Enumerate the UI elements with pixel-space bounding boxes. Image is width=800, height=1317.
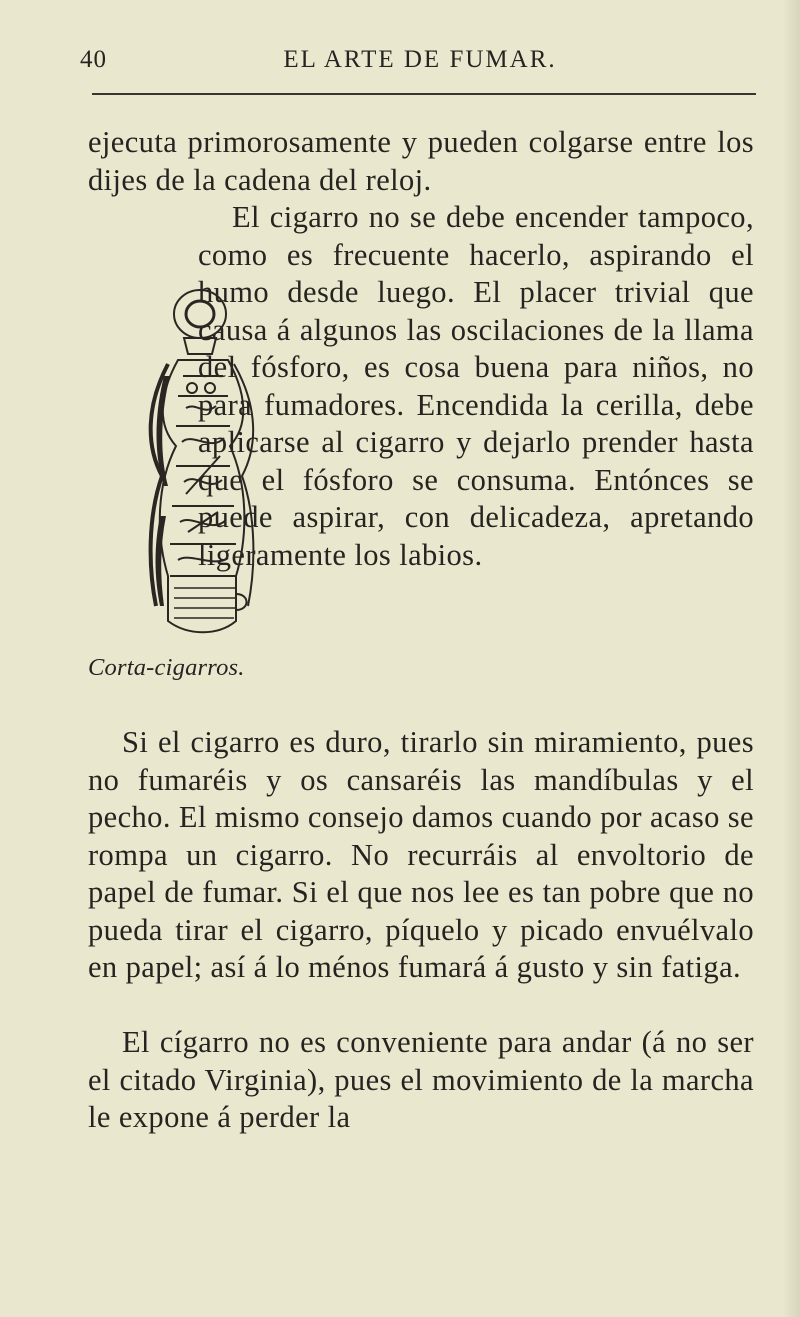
- figure-caption: Corta-cigarros.: [88, 654, 245, 681]
- paragraph-2-text: El cigarro no se debe encender tampoco, como es frecuente hacerlo, aspirando el humo desde luego. El placer trivial que causa á algunos las oscilaciones de la llama del fósforo, es cosa buena para niños, no para fumadores. Encendida la cerilla, debe aplicarse al cigarro y dejarlo prender hasta que el fósforo se consuma. Entónces se puede aspirar, con delicadeza, apretando ligeramente los labios.: [198, 200, 754, 572]
- paragraph-1: ejecuta primorosamente y pueden colgarse entre los dijes de la cadena del reloj.: [88, 125, 754, 197]
- running-title: EL ARTE DE FUMAR.: [283, 46, 557, 73]
- header-rule: [92, 93, 756, 95]
- cigar-cutter-engraving-icon: [138, 276, 268, 650]
- page-number: 40: [80, 46, 107, 73]
- paragraph-3: Si el cigarro es duro, tirarlo sin miramiento, pues no fumaréis y os cansaréis las mandíbulas y el pecho. El mismo consejo damos cuando por acaso se rompa un cigarro. No recurráis al envoltorio de papel de fumar. Si el que nos lee es tan pobre que no pueda tirar el cigarro, píquelo y picado envuélvalo en papel; así á lo ménos fumará á gusto y sin fatiga.: [88, 725, 754, 984]
- page-edge-shadow: [782, 0, 800, 1317]
- paragraph-4: El cígarro no es conveniente para andar (á no ser el citado Virginia), pues el movimiento de la marcha le expone á perder la: [88, 1025, 754, 1134]
- running-header: [80, 36, 760, 76]
